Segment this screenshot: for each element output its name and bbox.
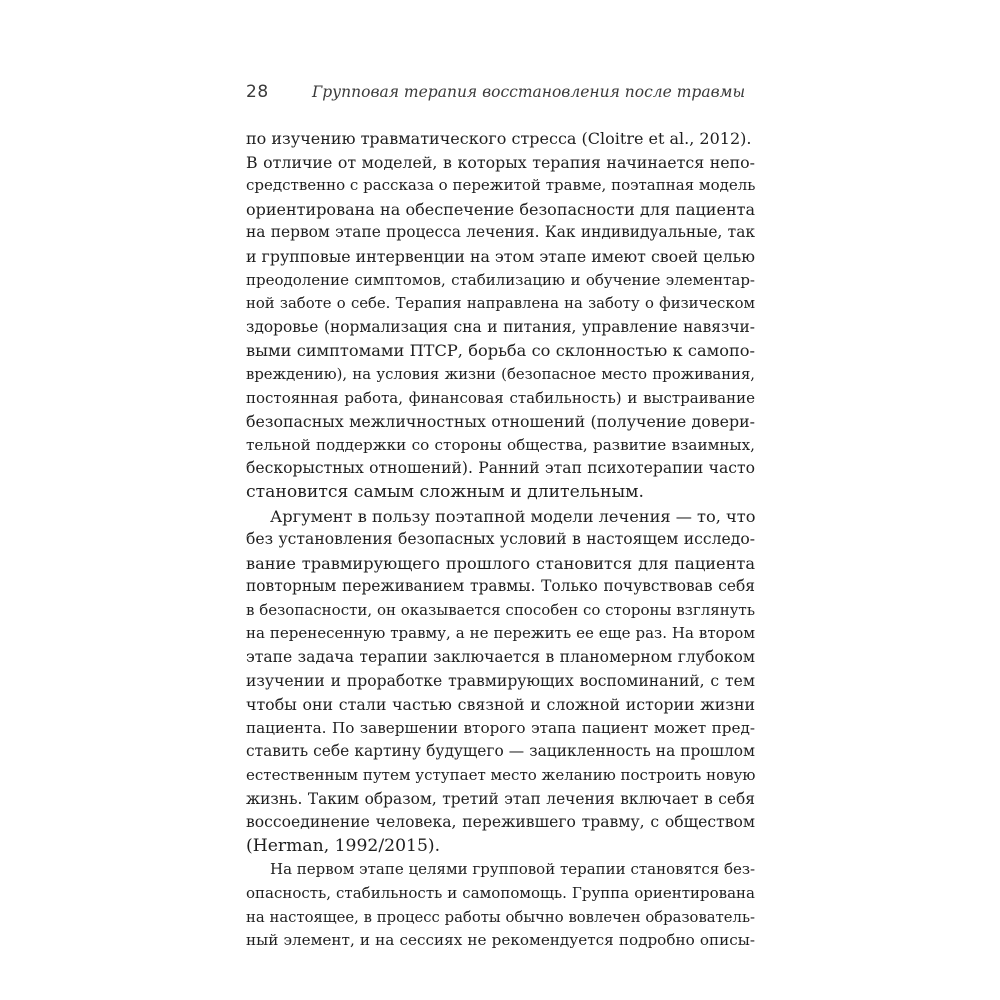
text-line: опасность, стабильность и самопомощь. Группа ориентирована <box>246 884 755 902</box>
text-line: выми симптомами ПТСР, борьба со склонностью к самопо- <box>246 341 755 361</box>
text-line: и групповые интервенции на этом этапе имеют своей целью <box>246 246 755 266</box>
text-line: тельной поддержки со стороны общества, развитие взаимных, <box>246 435 755 454</box>
text-line: ный элемент, и на сессиях не рекомендуется подробно описы- <box>246 931 755 950</box>
text-line: вреждению), на условия жизни (безопасное место проживания, <box>246 365 755 383</box>
text-line: естественным путем уступает место желанию построить новую <box>246 766 756 785</box>
text-line: по изучению травматического стресса (Cloitre et al., 2012). <box>246 129 752 148</box>
text-line: повторным переживанием травмы. Только почувствовав себя <box>246 577 755 596</box>
text-line: в безопасности, он оказывается способен со стороны взглянуть <box>246 600 755 619</box>
running-head-title: Групповая терапия восстановления после травмы <box>312 83 746 101</box>
text-line: Аргумент в пользу поэтапной модели лечения — то, что <box>270 506 756 526</box>
text-line: этапе задача терапии заключается в планомерном глубоком <box>246 648 755 667</box>
text-line: пациента. По завершении второго этапа пациент может пред- <box>246 718 755 737</box>
text-line: изучении и проработке травмирующих воспоминаний, с тем <box>246 671 755 690</box>
text-line: вание травмирующего прошлого становится для пациента <box>246 553 755 573</box>
page-number: 28 <box>246 82 269 102</box>
text-line: на настоящее, в процесс работы обычно вовлечен образователь- <box>246 908 755 926</box>
running-head <box>246 82 776 112</box>
text-line: ной заботе о себе. Терапия направлена на заботу о физическом <box>246 295 755 313</box>
text-line: преодоление симптомов, стабилизацию и обучение элементар- <box>246 270 755 289</box>
text-line: становится самым сложным и длительным. <box>246 481 644 502</box>
text-line: постоянная работа, финансовая стабильность) и выстраивание <box>246 388 755 407</box>
body-text <box>246 127 755 953</box>
text-line: В отличие от моделей, в которых терапия начинается непо- <box>246 152 755 172</box>
text-line: ориентирована на обеспечение безопасности для пациента <box>246 199 755 219</box>
text-line: здоровье (нормализация сна и питания, управление навязчи- <box>246 317 755 336</box>
text-line: На первом этапе целями групповой терапии становятся без- <box>270 860 756 879</box>
text-line: на перенесенную травму, а не пережить ее еще раз. На втором <box>246 624 755 643</box>
text-line: без установления безопасных условий в настоящем исследо- <box>246 530 755 549</box>
text-line: воссоединение человека, пережившего травму, с обществом <box>246 813 755 832</box>
text-line: (Herman, 1992/2015). <box>246 835 441 856</box>
text-line: безопасных межличностных отношений (получение довери- <box>246 412 755 432</box>
text-line: чтобы они стали частью связной и сложной истории жизни <box>246 695 755 715</box>
text-line: средственно с рассказа о пережитой травме, поэтапная модель <box>246 176 756 195</box>
text-line: бескорыстных отношений). Ранний этап психотерапии часто <box>246 459 755 478</box>
text-line: жизнь. Таким образом, третий этап лечения включает в себя <box>246 789 755 808</box>
text-line: на первом этапе процесса лечения. Как индивидуальные, так <box>246 223 755 242</box>
text-line: ставить себе картину будущего — зацикленность на прошлом <box>246 742 755 761</box>
